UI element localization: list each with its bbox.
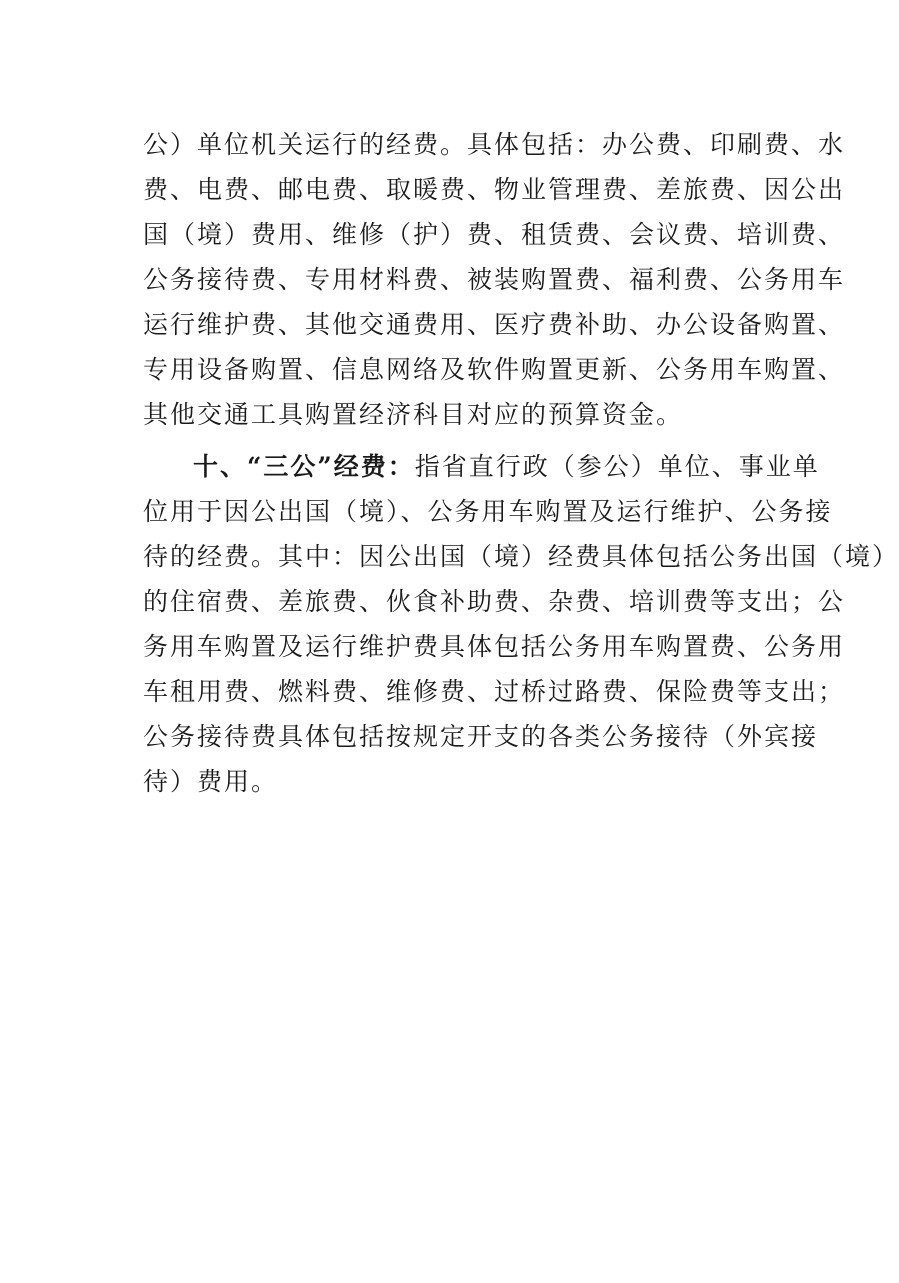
section-heading: 十、“三公”经费： [193, 452, 415, 481]
text-line: 务用车购置及运行维护费具体包括公务用车购置费、公务用 [143, 632, 846, 661]
text-line: 国（境）费用、维修（护）费、租赁费、会议费、培训费、 [143, 220, 846, 249]
section-heading-line [193, 447, 820, 487]
text-line: 费、电费、邮电费、取暖费、物业管理费、差旅费、因公出 [143, 175, 846, 204]
text-line: 专用设备购置、信息网络及软件购置更新、公务用车购置、 [143, 355, 846, 384]
text-line: 的住宿费、差旅费、伙食补助费、杂费、培训费等支出；公 [143, 587, 846, 616]
text-line: 公）单位机关运行的经费。具体包括：办公费、印刷费、水 [143, 130, 846, 159]
text-line: 其他交通工具购置经济科目对应的预算资金。 [143, 400, 684, 429]
text-line: 公务接待费具体包括按规定开支的各类公务接待（外宾接 [143, 722, 819, 751]
text-line: 待的经费。其中：因公出国（境）经费具体包括公务出国（境） [143, 542, 899, 571]
text-line: 位用于因公出国（境）、公务用车购置及运行维护、公务接 [143, 497, 833, 526]
text-line: 待）费用。 [143, 767, 279, 796]
text-line: 公务接待费、专用材料费、被装购置费、福利费、公务用车 [143, 265, 846, 294]
text-line: 车租用费、燃料费、维修费、过桥过路费、保险费等支出； [143, 677, 846, 706]
section-heading-text: 指省直行政（参公）单位、事业单 [414, 452, 820, 481]
text-line: 运行维护费、其他交通费用、医疗费补助、办公设备购置、 [143, 310, 846, 339]
